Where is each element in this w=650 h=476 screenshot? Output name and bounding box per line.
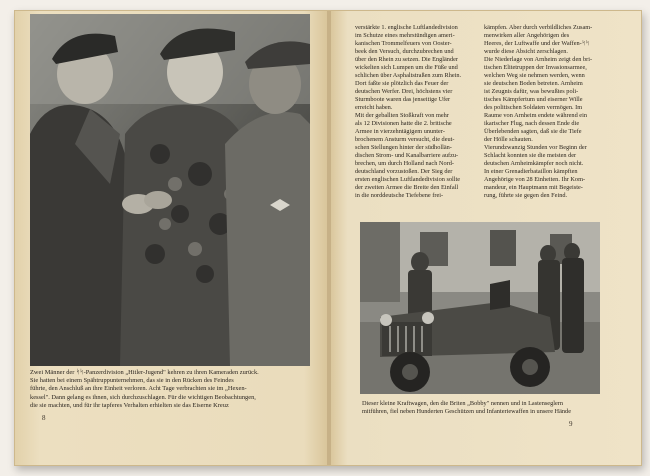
text-line: dischen Strom- und Kanalbarriere aufzu-: [355, 152, 459, 159]
text-line: deutschland vorzustoßen. Der Sieg der: [355, 168, 453, 175]
caption-line: mitführen, fiel neben Hunderten Geschützen und Infanteriewaffen in unsere Hände: [362, 408, 571, 416]
text-line: des politischen Soldaten vermögen. Im: [484, 104, 583, 111]
text-line: Heeres, der Luftwaffe und der Waffen-ᛋᛋ: [484, 40, 590, 47]
captured-jeep-illustration: [360, 222, 600, 394]
text-line: über den Rhein zu setzen. Die Engländer: [355, 56, 458, 63]
text-line: mandeur, ein Hauptmann mit Begeiste-: [484, 184, 583, 191]
text-line: brochenem Ansturm versucht, die deut-: [355, 136, 455, 143]
text-line: ist Zeugnis dafür, was bewußtes poli-: [484, 88, 579, 95]
text-line: Sturmboote waren das jenseitige Ufer: [355, 96, 451, 103]
text-line: brechen, um durch Holland nach Nord-: [355, 160, 454, 167]
text-line: beek den Versuch, durchzubrechen und: [355, 48, 454, 55]
caption-line: Sie hatten bei einem Spähtruppunternehmen, das sie in den Rücken des Feindes: [30, 377, 234, 385]
text-line: wurde diese Absicht zerschlagen.: [484, 48, 568, 55]
text-line: Vierundzwanzig Stunden vor Beginn der: [484, 144, 587, 151]
text-line: deutschen Arnheimkämpfer noch nicht.: [484, 160, 584, 167]
text-line: Angehörige von 28 Einheiten. Ihr Kom-: [484, 176, 586, 183]
text-line: schen Stellungen hinter der südhollän-: [355, 144, 452, 151]
text-line: Überlebenden sagten, daß sie die Tiefe: [484, 128, 582, 135]
text-line: schlichen über Asphaltstraßen zum Rhein.: [355, 72, 462, 79]
text-line: tischen Elitetruppen der Invasionsarmee,: [484, 64, 587, 71]
caption-line: Zwei Männer der ᛋᛋ-Panzerdivision „Hitler-Jugend" kehren zu ihren Kameraden zurück.: [30, 369, 259, 376]
text-line: im Schutze eines mehrstündigen ameri-: [355, 32, 455, 39]
text-line: als 12 Divisionen hatte die 2. britische: [355, 120, 452, 127]
text-line: der Hölle schauten.: [484, 136, 533, 143]
text-line: der zweiten Armee die Breite den Einfall: [355, 184, 459, 191]
text-line: tisches Kämpfertum und eiserner Wille: [484, 96, 583, 103]
text-line: ikarischer Flug, nach dessen Ende die: [484, 120, 580, 127]
text-line: Armee in vierzehntägigem ununter-: [355, 128, 445, 135]
soldiers-handshake-photo: [30, 14, 310, 366]
caption-line: kessel". Dann gelang es ihnen, sich durchzuschlagen. Für die wichtigen Beobachtungen,: [30, 393, 256, 401]
text-line: in die norddeutsche Tiefebene frei-: [355, 192, 444, 199]
caption-line: führte, den Anschluß an ihre Einheit verloren. Acht Tage verbrachten sie im „Hexen-: [30, 385, 247, 393]
booklet-spine: [327, 11, 331, 465]
text-line: sie deutschen Boden betreten. Arnheim: [484, 80, 583, 87]
text-line: ersten englischen Luftlandedivision sollte: [355, 176, 461, 183]
page-number-left: 8: [42, 414, 46, 422]
page-number-right: 9: [569, 420, 573, 428]
text-line: Die Niederlage von Arnheim zeigt den bri-: [484, 56, 593, 63]
text-line: Raume von Arnheim endete während ein: [484, 112, 587, 119]
text-line: verstärkte 1. englische Luftlandedivision: [355, 24, 458, 31]
text-column-2: [484, 24, 606, 200]
left-photo-caption: [30, 369, 312, 410]
right-photo-caption: [362, 400, 602, 416]
captured-jeep-photo: [360, 222, 600, 394]
text-line: In einer Grenadierbataillon kämpften: [484, 168, 578, 175]
text-line: Schlacht konnten sie die meisten der: [484, 152, 577, 159]
text-line: welchen Weg sie nehmen werden, wenn: [484, 72, 585, 79]
text-line: wickelten sich Lumpen um die Füße und: [355, 64, 458, 71]
caption-line: die sie machten, und für ihr tapferes Verhalten erhielten sie das Eiserne Kreuz: [30, 401, 229, 409]
text-line: Mit der geballten Stoßkraft von mehr: [355, 112, 449, 119]
caption-line: Dieser kleine Kraftwagen, den die Briten „Bobby" nennen und in Lastenseglern: [362, 400, 564, 407]
soldiers-handshake-illustration: [30, 14, 310, 366]
text-line: erreicht haben.: [355, 104, 393, 111]
text-line: Dort faßte sie plötzlich das Feuer der: [355, 80, 449, 87]
text-column-1: [355, 24, 477, 200]
text-line: menwirken aller Angehörigen des: [484, 32, 570, 39]
text-line: deutschen Werfer. Drei, höchstens vier: [355, 88, 453, 95]
text-line: kämpfen. Aber durch verbildliches Zusam-: [484, 24, 593, 31]
text-line: kanischen Trommelfeuers von Ooster-: [355, 40, 452, 47]
text-line: rung, führte sie gegen den Feind.: [484, 192, 568, 199]
